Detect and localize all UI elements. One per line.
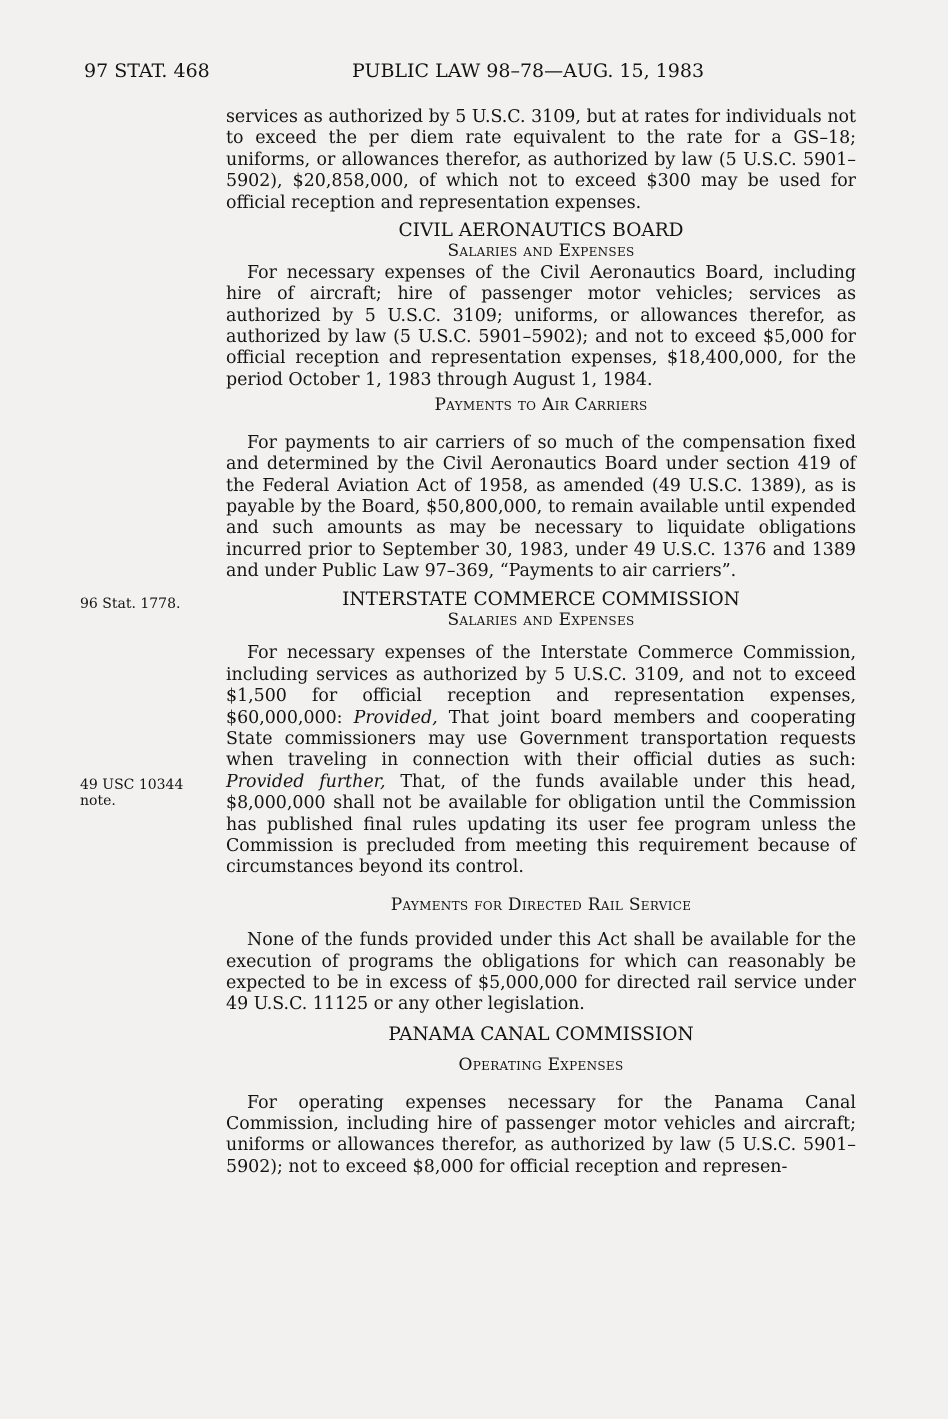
subheading-icc-salaries: Salaries and Expenses [447,609,635,630]
subheading-cab-salaries: Salaries and Expenses [447,241,635,262]
icc-text-b: That joint board members and cooperating State commissioners may use Government transportation requests when traveling in connection with their official duties as such: [226,707,856,771]
heading-civil-aeronautics-board: CIVIL AERONAUTICS BOARD [398,220,684,242]
proviso-provided: Provided, [353,707,438,728]
margin-note-stat-1778: 96 Stat. 1778. [80,596,181,612]
stat-reference: 97 STAT. 468 [84,60,210,82]
paragraph-continuation: services as authorized by 5 U.S.C. 3109, but at rates for individuals not to exceed the per diem rate equivalent to the rate for a GS–18; uniforms, or allowances therefor, as authorized by law (5 U.S.C. 5901–5902), $20,858,000, of which not to exceed $300 may be used for official reception and representation expenses. [226,107,856,213]
margin-note-usc-line: 49 USC 10344 [80,777,184,793]
paragraph-cab-salaries: For necessary expenses of the Civil Aeronautics Board, including hire of aircraft; hire of passenger motor vehicles; services as authorized by 5 U.S.C. 3109; uniforms, or allowances therefor, as authorized by law (5 U.S.C. 5901–5902); and not to exceed $5,000 for official reception and representation expenses, $18,400,000, for the period October 1, 1983 through August 1, 1984. [226,262,856,390]
subheading-payments-air-carriers: Payments to Air Carriers [434,395,648,416]
subheading-operating-expenses: Operating Expenses [458,1055,624,1076]
paragraph-payments-air-carriers: For payments to air carriers of so much of the compensation fixed and determined by the Civil Aeronautics Board under section 419 of the Federal Aviation Act of 1958, as amended (49 U.S.C. 1389), as is payable by the Board, $50,800,000, to remain available until expended and such amounts as may be necessary to liquidate obligations incurred prior to September 30, 1983, under 49 U.S.C. 1376 and 1389 and under Public Law 97–369, “Payments to air carriers”. [226,432,856,582]
body-text [226,107,856,1178]
icc-text-a: For necessary expenses of the Interstate Commerce Commission, including services as authorized by 5 U.S.C. 3109, and not to exceed $1,500 for official reception and representation expenses, $60,000,000: [226,643,856,728]
heading-panama-canal-commission: PANAMA CANAL COMMISSION [388,1023,694,1045]
margin-note-note-line: note. [80,793,116,809]
proviso-provided-further: Provided further, [226,771,386,792]
icc-text-c: That, of the funds available under this head, $8,000,000 shall not be available for obligation until the Commission has published final rules updating its user fee program unless the Commission is precluded from meeting this requirement because of circumstances beyond its control. [226,771,856,878]
heading-interstate-commerce-commission: INTERSTATE COMMERCE COMMISSION [342,588,740,610]
subheading-directed-rail-service: Payments for Directed Rail Service [390,894,692,915]
paragraph-operating-expenses: For operating expenses necessary for the Panama Canal Commission, including hire of passenger motor vehicles and aircraft; uniforms or allowances therefor, as authorized by law (5 U.S.C. 5901–5902); not to exceed $8,000 for official reception and represen- [226,1092,856,1177]
paragraph-icc-salaries [226,643,856,878]
running-header: PUBLIC LAW 98–78—AUG. 15, 1983 [352,60,705,82]
margin-note-usc-10344 [80,777,183,809]
paragraph-directed-rail-service: None of the funds provided under this Act shall be available for the execution of programs the obligations for which can reasonably be expected to be in excess of $5,000,000 for directed rail service under 49 U.S.C. 11125 or any other legislation. [226,930,856,1015]
